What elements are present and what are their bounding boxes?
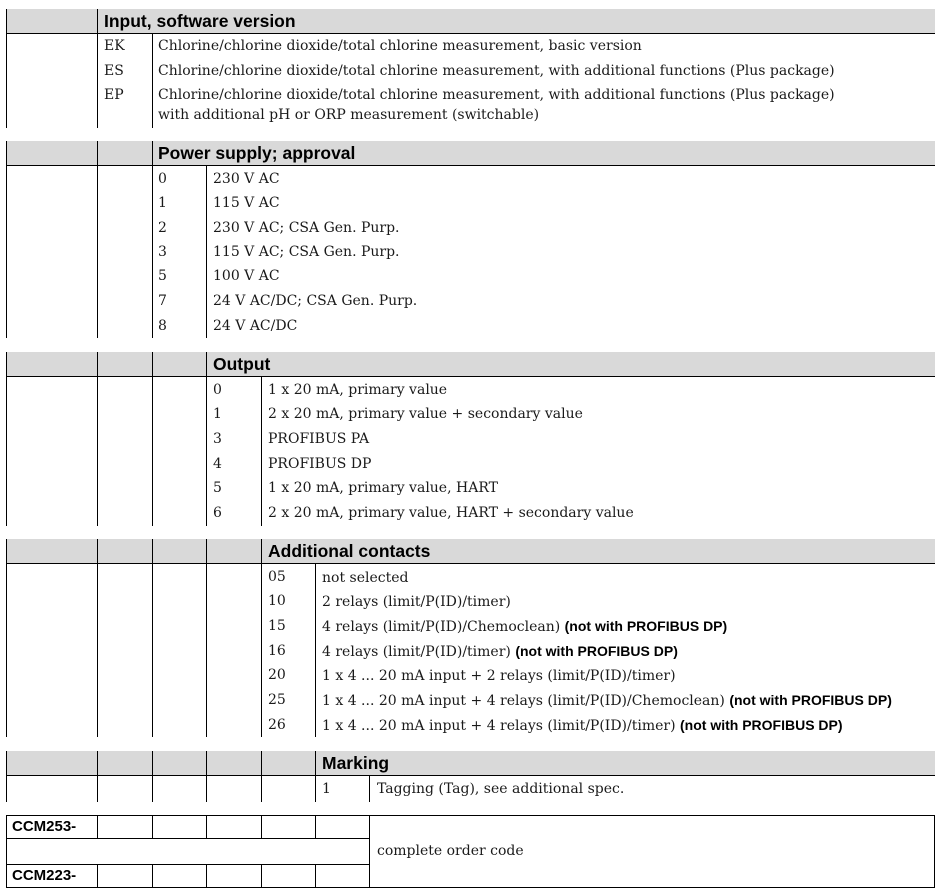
section-header-band [6, 141, 935, 165]
option-code: 0 [158, 171, 167, 187]
option-description: Chlorine/chlorine dioxide/total chlorine measurement, basic version [158, 38, 642, 54]
restriction-note: (not with PROFIBUS DP) [680, 717, 843, 733]
option-code: 05 [268, 569, 286, 585]
option-description: Chlorine/chlorine dioxide/total chlorine measurement, with additional functions (Plus package) [158, 63, 835, 79]
section-title-power: Power supply; approval [158, 143, 356, 163]
option-description: 1 x 20 mA, primary value [268, 382, 448, 398]
section-title-input: Input, software version [104, 11, 296, 31]
option-description: 2 x 20 mA, primary value, HART + secondary value [268, 505, 634, 521]
option-code: 4 [213, 456, 222, 472]
restriction-note: (not with PROFIBUS DP) [729, 692, 892, 708]
option-code: EK [104, 38, 125, 54]
option-code: 1 [158, 195, 167, 211]
order-code-ccm253: CCM253- [12, 818, 77, 835]
option-description: 1 x 20 mA, primary value, HART [268, 480, 498, 496]
option-description: 24 V AC/DC; CSA Gen. Purp. [213, 293, 418, 309]
option-description: 100 V AC [213, 268, 280, 284]
option-code: 0 [213, 382, 222, 398]
option-code: 25 [268, 692, 286, 708]
option-description: 4 relays (limit/P(ID)/timer) (not with PROFIBUS DP) [322, 643, 678, 660]
option-description: 2 x 20 mA, primary value + secondary value [268, 406, 583, 422]
option-description: not selected [322, 570, 409, 586]
option-description: 2 relays (limit/P(ID)/timer) [322, 594, 511, 610]
option-code: 2 [158, 220, 167, 236]
option-description: 115 V AC [213, 195, 280, 211]
option-code: 6 [213, 505, 222, 521]
option-code: 1 [213, 406, 222, 422]
option-code: 3 [158, 244, 167, 260]
option-description: 1 x 4 ... 20 mA input + 2 relays (limit/P(ID)/timer) [322, 668, 676, 684]
complete-order-code-label: complete order code [377, 843, 524, 859]
option-description: 1 x 4 ... 20 mA input + 4 relays (limit/P(ID)/timer) (not with PROFIBUS DP) [322, 717, 843, 734]
section-header-band [6, 751, 935, 775]
option-description: PROFIBUS PA [268, 431, 370, 447]
option-code: 1 [322, 781, 331, 797]
section-header-band [6, 539, 935, 563]
option-description: Tagging (Tag), see additional spec. [377, 781, 625, 797]
option-description: 24 V AC/DC [213, 318, 298, 334]
option-code: 7 [158, 293, 167, 309]
section-header-band [6, 352, 935, 376]
option-code: ES [104, 63, 124, 79]
option-description: 115 V AC; CSA Gen. Purp. [213, 244, 400, 260]
section-title-output: Output [213, 354, 271, 374]
option-description: Chlorine/chlorine dioxide/total chlorine measurement, with additional functions (Plus package) [158, 87, 835, 103]
order-code-ccm223: CCM223- [12, 867, 77, 884]
option-code: 3 [213, 431, 222, 447]
option-description: 4 relays (limit/P(ID)/Chemoclean) (not with PROFIBUS DP) [322, 618, 728, 635]
option-code: EP [104, 87, 124, 103]
option-code: 8 [158, 318, 167, 334]
option-code: 5 [213, 480, 222, 496]
option-description-continued: with additional pH or ORP measurement (switchable) [158, 107, 540, 123]
option-code: 26 [268, 717, 286, 733]
restriction-note: (not with PROFIBUS DP) [564, 618, 728, 634]
option-description: PROFIBUS DP [268, 456, 372, 472]
option-code: 15 [268, 618, 286, 634]
restriction-note: (not with PROFIBUS DP) [515, 643, 678, 659]
option-code: 5 [158, 268, 167, 284]
option-code: 20 [268, 667, 286, 683]
section-title-contacts: Additional contacts [268, 541, 431, 561]
option-code: 10 [268, 593, 286, 609]
option-code: 16 [268, 643, 286, 659]
option-description: 1 x 4 ... 20 mA input + 4 relays (limit/P(ID)/Chemoclean) (not with PROFIBUS DP) [322, 692, 892, 709]
option-description: 230 V AC; CSA Gen. Purp. [213, 220, 400, 236]
section-title-marking: Marking [322, 753, 390, 773]
option-description: 230 V AC [213, 171, 280, 187]
